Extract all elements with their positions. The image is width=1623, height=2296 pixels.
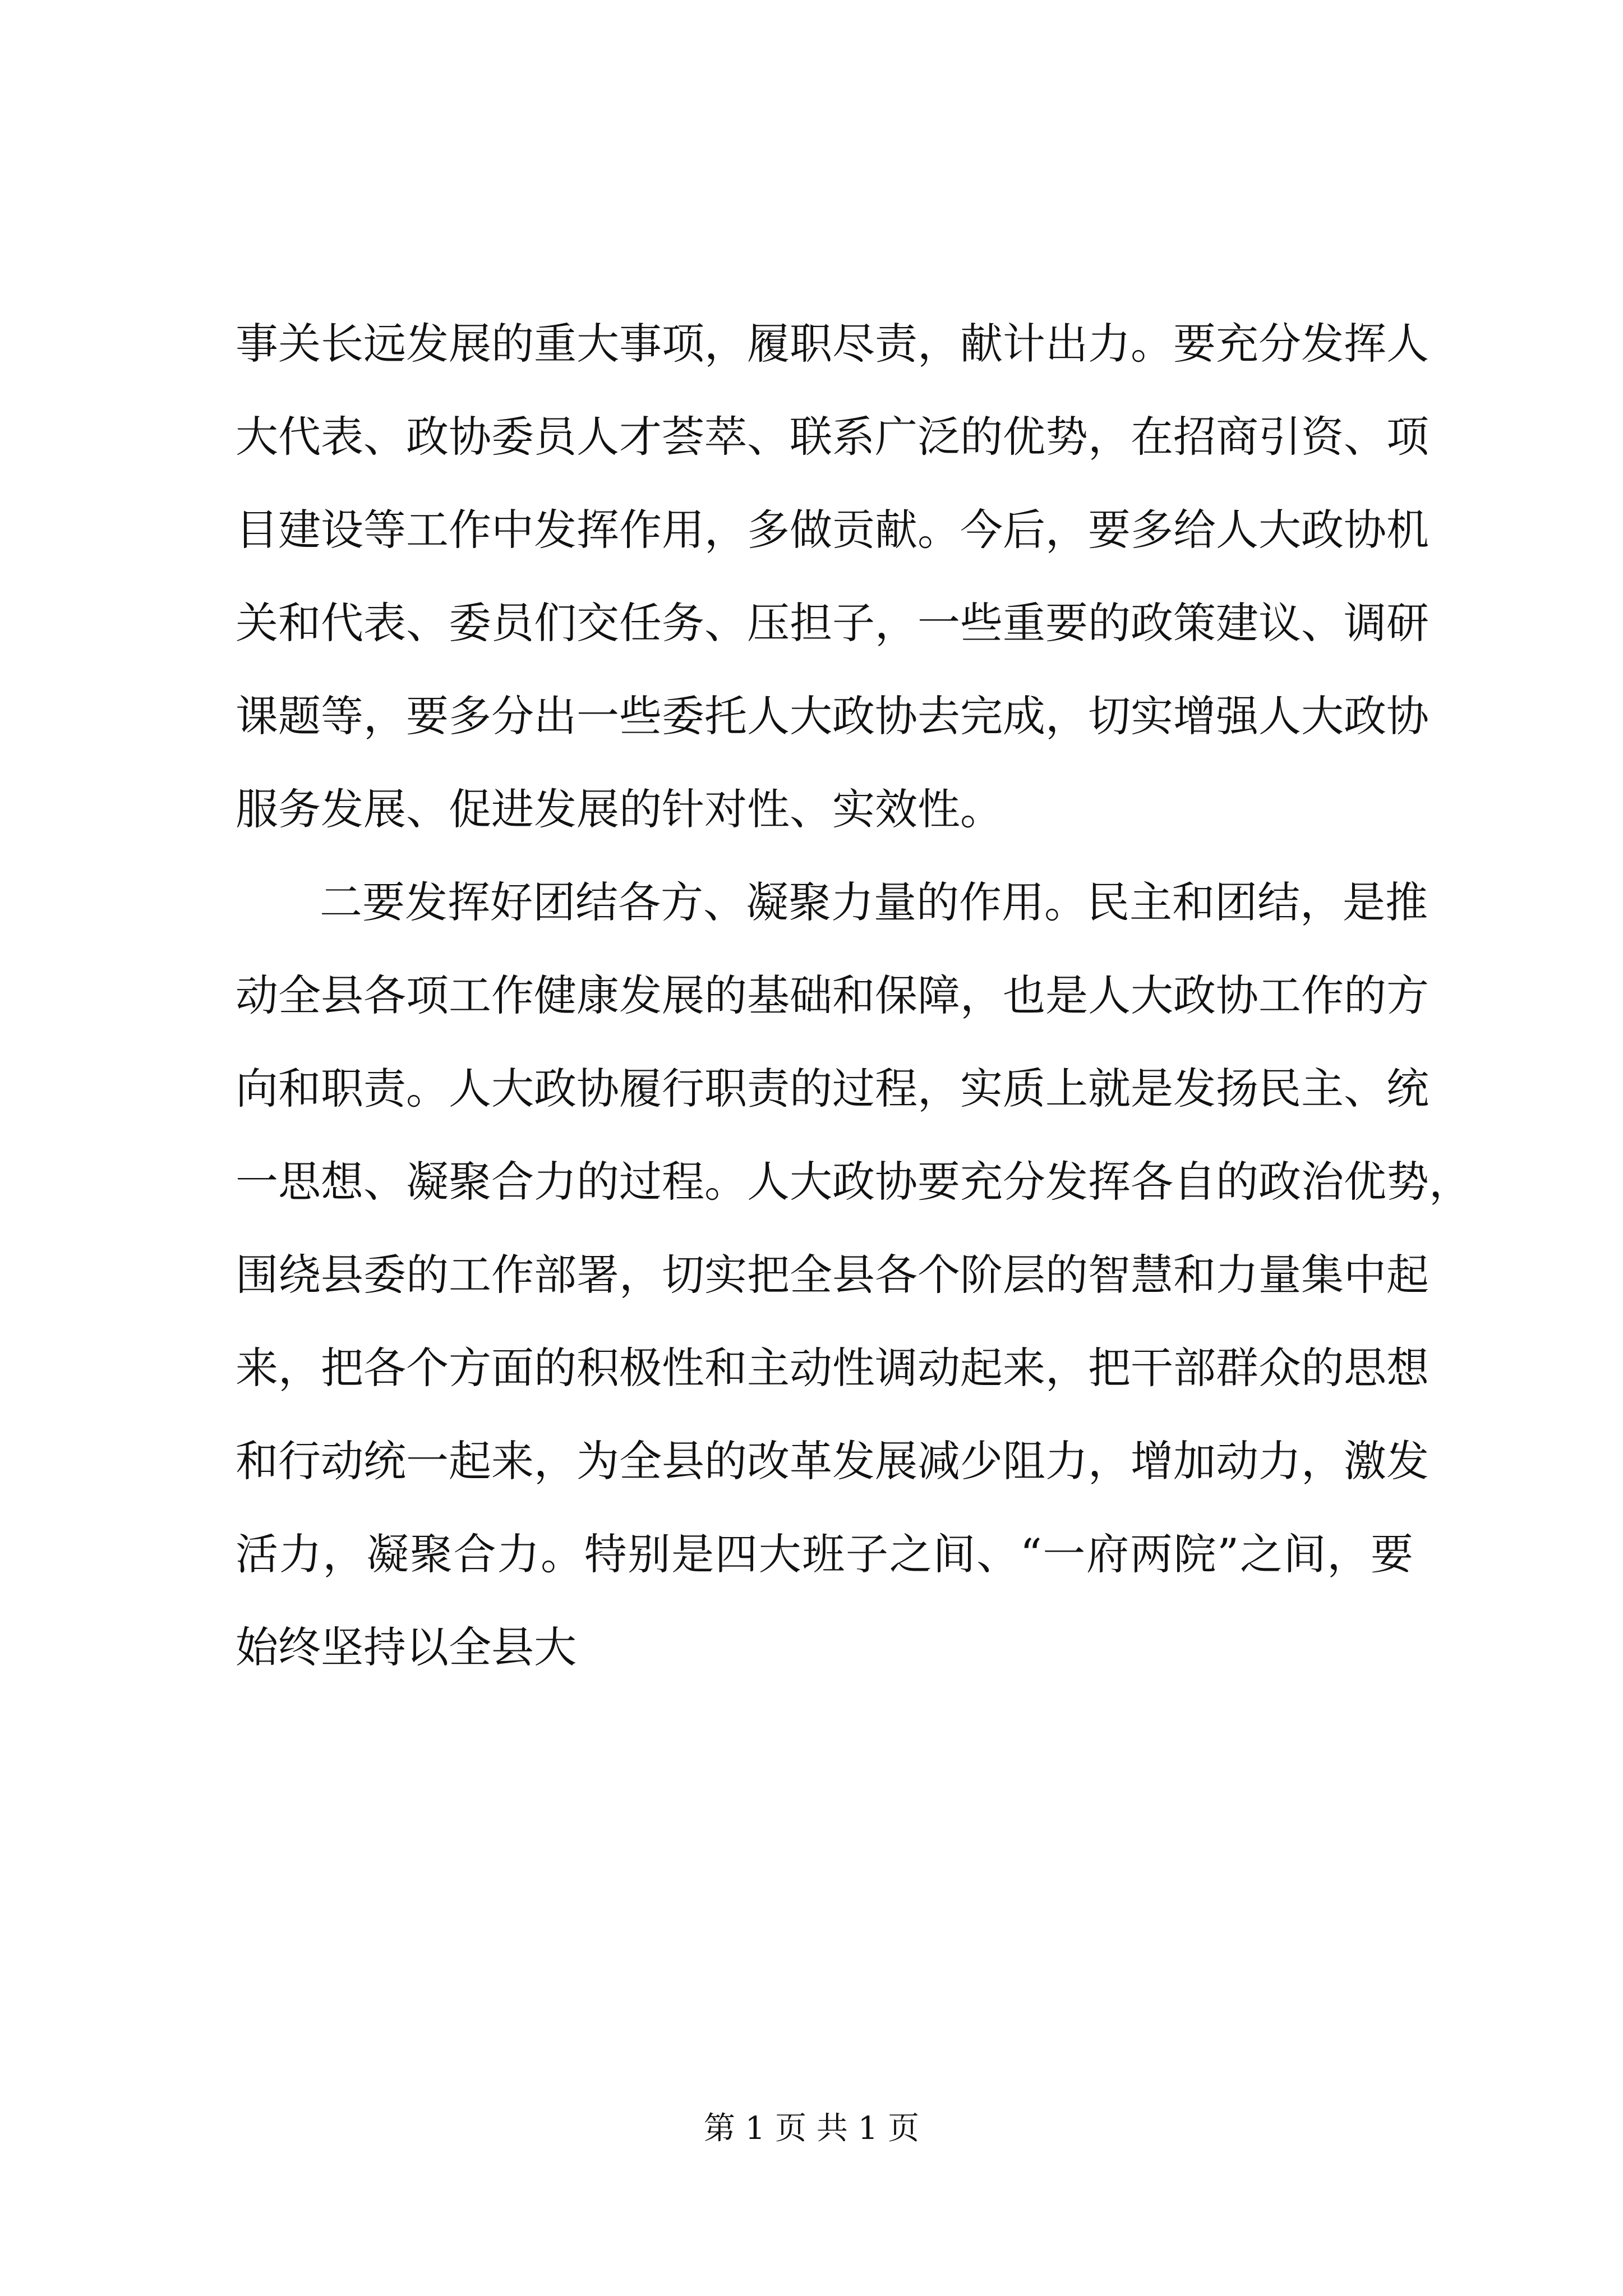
text-line: 一思想、凝聚合力的过程。人大政协要充分发挥各自的政治优势，	[236, 1157, 1472, 1207]
text-line: 二要发挥好团结各方、凝聚力量的作用。民主和团结，是推	[320, 877, 1428, 927]
text-line: 始终坚持以全县大	[236, 1622, 577, 1672]
text-line: 围绕县委的工作部署，切实把全县各个阶层的智慧和力量集中起	[236, 1250, 1429, 1300]
text-line: 来，把各个方面的积极性和主动性调动起来，把干部群众的思想	[236, 1343, 1429, 1393]
text-line: 关和代表、委员们交任务、压担子，一些重要的政策建议、调研	[236, 598, 1429, 648]
text-line: 大代表、政协委员人才荟萃、联系广泛的优势，在招商引资、项	[236, 412, 1429, 462]
text-line: 动全县各项工作健康发展的基础和保障，也是人大政协工作的方	[236, 970, 1429, 1020]
text-line: 活力，凝聚合力。特别是四大班子之间、“一府两院”之间，要	[236, 1529, 1413, 1579]
page-footer	[0, 2109, 1623, 2148]
text-line: 和行动统一起来，为全县的改革发展减少阻力，增加动力，激发	[236, 1436, 1429, 1486]
text-line: 课题等，要多分出一些委托人大政协去完成，切实增强人大政协	[236, 691, 1429, 741]
text-line: 向和职责。人大政协履行职责的过程，实质上就是发扬民主、统	[236, 1064, 1429, 1114]
text-line: 事关长远发展的重大事项，履职尽责，献计出力。要充分发挥人	[236, 319, 1429, 369]
body-text	[236, 297, 1472, 1694]
text-line: 目建设等工作中发挥作用，多做贡献。今后，要多给人大政协机	[236, 505, 1429, 555]
text-line: 服务发展、促进发展的针对性、实效性。	[236, 784, 1003, 834]
page-number-label: 第 1 页 共 1 页	[703, 2110, 920, 2147]
